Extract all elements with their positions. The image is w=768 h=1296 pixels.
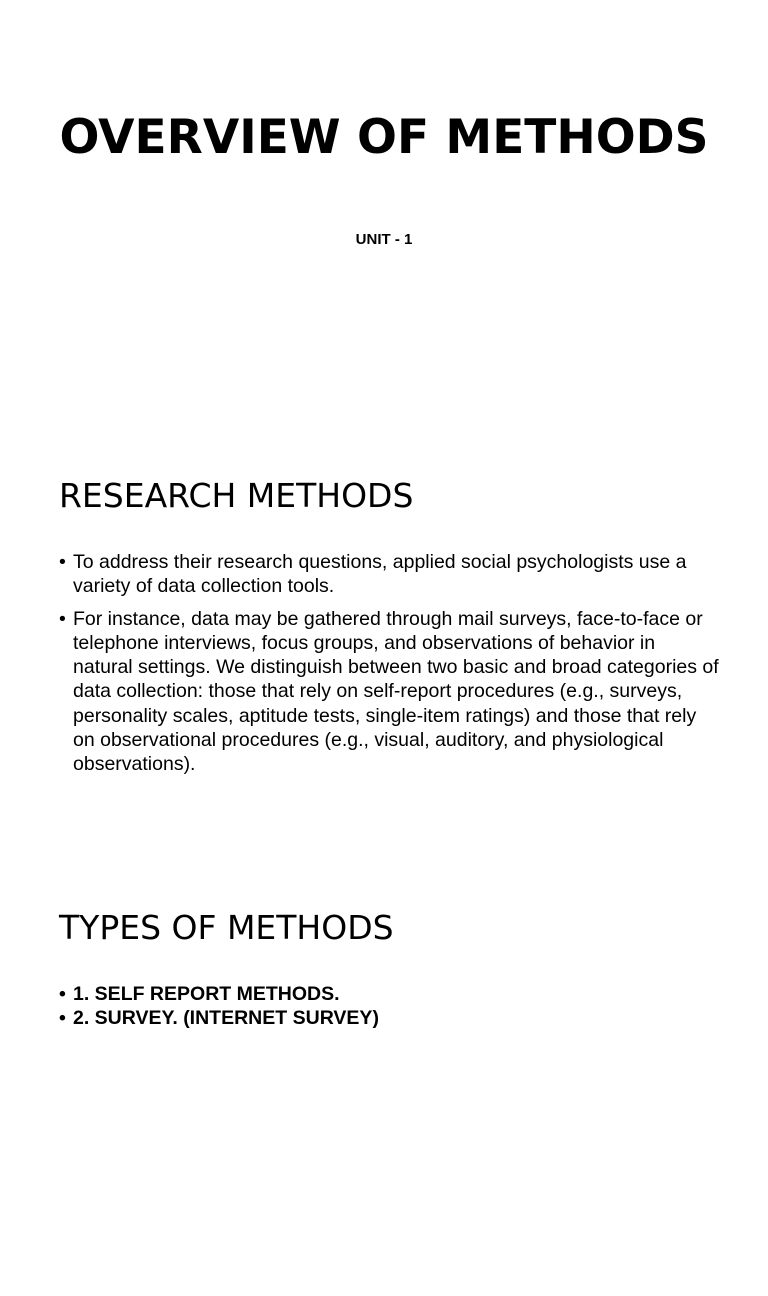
slide-heading: TYPES OF METHODS [59,908,394,947]
bullet-list [59,982,719,1031]
list-item [59,982,719,1006]
presentation-subtitle: UNIT - 1 [355,231,413,248]
bullet-text: To address their research questions, applied social psychologists use a variety of data collection tools. [73,551,687,598]
list-item [59,550,719,599]
research-methods-slide [0,432,768,864]
bullet-icon: • [59,983,66,1005]
slide-heading: RESEARCH METHODS [59,476,414,515]
bullet-icon: • [59,551,66,573]
bullet-text: For instance, data may be gathered through mail surveys, face-to-face or telephone interviews, focus groups, and observations of behavior in natural settings. We distinguish between two basic and broad categories of data collection: those that rely on self-report procedures (e.g., surveys, personality scales, aptitude tests, single-item ratings) and those that rely on observational procedures (e.g., visual, auditory, and physiological observations). [73,607,719,776]
types-of-methods-slide [0,864,768,1296]
bullet-list [59,550,719,785]
list-item [59,1006,719,1030]
bullet-icon: • [59,607,66,630]
presentation-title: OVERVIEW OF METHODS [59,110,709,165]
list-item [59,607,719,777]
bullet-text: 2. SURVEY. (INTERNET SURVEY) [73,1007,379,1030]
bullet-text: 1. SELF REPORT METHODS. [73,983,340,1005]
title-slide [0,0,768,432]
bullet-icon: • [59,1007,66,1030]
